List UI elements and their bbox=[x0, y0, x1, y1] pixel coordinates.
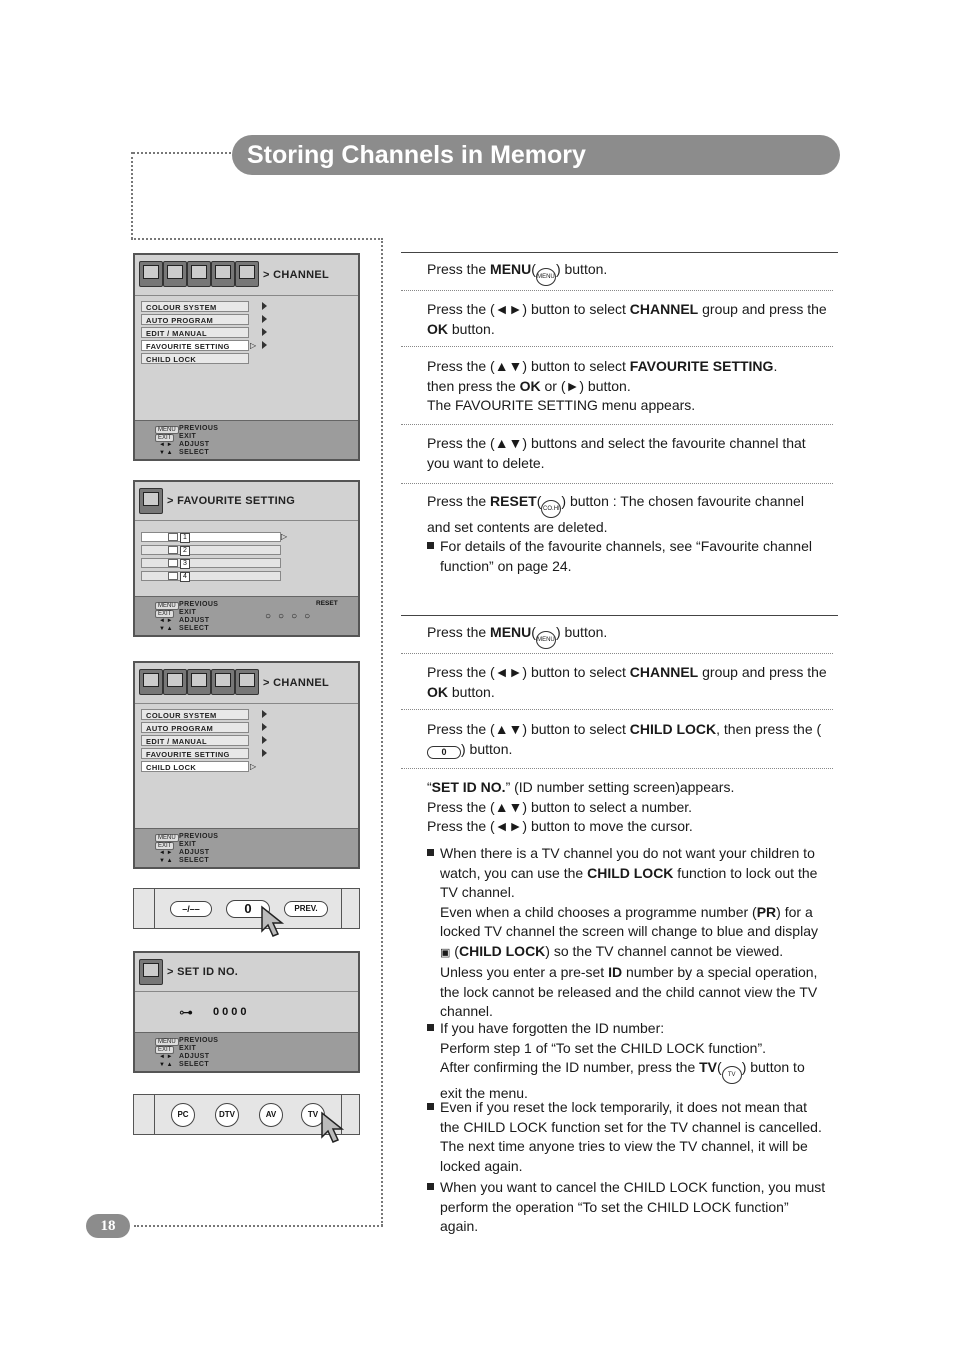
av-button[interactable]: AV bbox=[259, 1103, 283, 1127]
key-icon: ⊶ bbox=[179, 1004, 193, 1020]
dotted-line bbox=[134, 1225, 383, 1227]
left-right-icon: ◄ ► bbox=[159, 1054, 173, 1060]
reset-button-icon: CO.HI bbox=[541, 500, 561, 518]
menu-key-icon: MENU bbox=[155, 834, 179, 842]
bullet-icon bbox=[427, 1024, 434, 1031]
menu-key-icon: MENU bbox=[155, 602, 179, 610]
channel-icon bbox=[235, 669, 259, 695]
pc-button[interactable]: PC bbox=[171, 1103, 195, 1127]
picture-icon bbox=[163, 669, 187, 695]
footer-exit: EXIT bbox=[179, 609, 197, 616]
exit-key-icon: EXIT bbox=[155, 434, 174, 442]
menu-item-auto-program[interactable]: AUTO PROGRAM bbox=[141, 314, 249, 325]
cursor-icon: ▷ bbox=[281, 532, 288, 541]
up-down-icon: ▼ ▲ bbox=[159, 858, 173, 864]
step-1-menu: Press the MENU(MENU) button. bbox=[427, 260, 827, 286]
favourite-slot[interactable] bbox=[141, 545, 281, 555]
screen-footer bbox=[135, 1032, 358, 1071]
page-number: 18 bbox=[86, 1214, 130, 1238]
footer-previous: PREVIOUS bbox=[179, 425, 219, 432]
screen-header bbox=[135, 482, 358, 521]
step-4-select: Press the (▲▼) buttons and select the favourite channel that you want to delete. bbox=[427, 435, 806, 471]
menu-button-icon: MENU bbox=[536, 631, 556, 649]
screen-header bbox=[135, 255, 358, 296]
arrow-right-icon bbox=[262, 749, 267, 757]
dotted-line bbox=[133, 152, 231, 154]
arrow-right-icon bbox=[262, 736, 267, 744]
tv-button-icon: TV bbox=[722, 1066, 742, 1084]
step-divider bbox=[401, 346, 833, 347]
bullet-icon bbox=[427, 1103, 434, 1110]
footer-select: SELECT bbox=[179, 449, 210, 456]
channel-icon bbox=[139, 488, 163, 514]
arrow-right-icon bbox=[262, 302, 267, 310]
bullet-icon bbox=[427, 1183, 434, 1190]
step-2-channel: Press the (◄►) button to select CHANNEL group and press the OK button. bbox=[427, 301, 827, 337]
favourite-slot[interactable] bbox=[141, 558, 281, 568]
slot-number: 3 bbox=[180, 559, 190, 569]
note-reset-lock: Even if you reset the lock temporarily, it does not mean that the CHILD LOCK function set for the TV channel is cancelled. The next time anyone tries to view the TV channel, it will be locked again. bbox=[427, 1098, 827, 1176]
menu-key-icon: MENU bbox=[155, 426, 179, 434]
arrow-right-icon bbox=[262, 710, 267, 718]
reset-label: RESET bbox=[316, 600, 338, 607]
hand-pointer-icon bbox=[258, 905, 292, 939]
exit-key-icon: EXIT bbox=[155, 610, 174, 618]
zero-button[interactable]: 0 bbox=[226, 900, 270, 918]
menu-button-icon: MENU bbox=[536, 268, 556, 286]
channel-menu-screen bbox=[133, 253, 360, 461]
step-3-favourite: Press the (▲▼) button to select FAVOURITE SETTING. then press the OK or (►) button. The FAVOURITE SETTING menu appears. bbox=[427, 358, 778, 413]
dotted-line bbox=[131, 152, 133, 239]
screen-footer bbox=[135, 420, 358, 459]
cursor-icon: ▷ bbox=[250, 341, 257, 350]
section-rule bbox=[401, 615, 838, 616]
step-divider bbox=[401, 653, 833, 654]
channel-menu-screen-2 bbox=[133, 661, 360, 869]
screen-header bbox=[135, 663, 358, 704]
footer-adjust: ADJUST bbox=[179, 849, 210, 856]
footer-adjust: ADJUST bbox=[179, 1053, 210, 1060]
remote-strip-source bbox=[133, 1094, 360, 1135]
exit-key-icon: EXIT bbox=[155, 842, 174, 850]
note-cancel-lock: When you want to cancel the CHILD LOCK function, you must perform the operation “To set the CHILD LOCK function” again. bbox=[427, 1178, 827, 1218]
arrow-right-icon bbox=[262, 328, 267, 336]
favourite-setting-screen bbox=[133, 480, 360, 637]
left-right-icon: ◄ ► bbox=[159, 618, 173, 624]
color-buttons-icon: ○○○○ bbox=[265, 611, 318, 622]
footer-exit: EXIT bbox=[179, 433, 197, 440]
page-title: Storing Channels in Memory bbox=[247, 141, 586, 169]
up-down-icon: ▼ ▲ bbox=[159, 1062, 173, 1068]
tv-button[interactable]: TV bbox=[301, 1103, 325, 1127]
id-code[interactable]: 0000 bbox=[213, 1006, 250, 1018]
footer-select: SELECT bbox=[179, 1061, 210, 1068]
menu-item-child-lock[interactable]: CHILD LOCK bbox=[141, 761, 249, 772]
remote-strip-number bbox=[133, 888, 360, 929]
screen-header bbox=[135, 953, 358, 992]
dash-button[interactable]: –/–– bbox=[170, 901, 212, 917]
exit-key-icon: EXIT bbox=[155, 1046, 174, 1054]
step-divider bbox=[401, 290, 833, 291]
screen-icon bbox=[211, 261, 235, 287]
footer-exit: EXIT bbox=[179, 1045, 197, 1052]
note-favourite: For details of the favourite channels, see “Favourite channel function” on page 24. bbox=[427, 537, 827, 577]
footer-adjust: ADJUST bbox=[179, 441, 210, 448]
slot-number: 1 bbox=[180, 533, 190, 543]
tv-icon bbox=[139, 669, 163, 695]
menu-item-favourite-setting[interactable]: FAVOURITE SETTING bbox=[141, 340, 249, 351]
prev-button[interactable]: PREV. bbox=[284, 901, 328, 917]
menu-item-colour-system[interactable]: COLOUR SYSTEM bbox=[141, 709, 249, 720]
arrow-right-icon bbox=[262, 723, 267, 731]
step-divider bbox=[401, 483, 833, 484]
dotted-line bbox=[381, 238, 383, 1226]
channel-icon bbox=[235, 261, 259, 287]
screen-title: > SET ID NO. bbox=[167, 966, 239, 978]
up-down-icon: ▼ ▲ bbox=[159, 450, 173, 456]
up-down-icon: ▼ ▲ bbox=[159, 626, 173, 632]
footer-previous: PREVIOUS bbox=[179, 1037, 219, 1044]
bullet-icon bbox=[427, 849, 434, 856]
step-2-channel-2: Press the (◄►) button to select CHANNEL group and press the OK button. bbox=[427, 664, 827, 700]
footer-select: SELECT bbox=[179, 625, 210, 632]
menu-item-child-lock[interactable]: CHILD LOCK bbox=[141, 353, 249, 364]
footer-adjust: ADJUST bbox=[179, 617, 210, 624]
step-4-set-id: “SET ID NO.” (ID number setting screen)appears. Press the (▲▼) button to select a number. Press the (◄►) button to move the cursor. bbox=[427, 779, 735, 834]
menu-key-icon: MENU bbox=[155, 1038, 179, 1046]
tv-icon bbox=[139, 261, 163, 287]
section-rule bbox=[401, 252, 838, 253]
picture-icon bbox=[163, 261, 187, 287]
step-divider bbox=[401, 709, 833, 710]
left-right-icon: ◄ ► bbox=[159, 442, 173, 448]
screen-footer bbox=[135, 828, 358, 867]
favourite-slot[interactable] bbox=[141, 571, 281, 581]
footer-previous: PREVIOUS bbox=[179, 833, 219, 840]
slot-number: 4 bbox=[180, 572, 190, 582]
arrow-right-icon bbox=[262, 341, 267, 349]
channel-icon bbox=[139, 959, 163, 985]
note-child-lock: When there is a TV channel you do not want your children to watch, you can use the CHILD LOCK function to lock out the TV channel. Even when a child chooses a programme number (PR) for a locked TV channel the screen will change to blue and display ▣ (CHILD LOCK) so the TV channel cannot be viewed. Unless you enter a pre-set ID number by a special operation, the lock cannot be released and the child cannot view the TV channel. bbox=[427, 844, 827, 1020]
hand-pointer-icon bbox=[318, 1111, 352, 1145]
menu-item-auto-program[interactable]: AUTO PROGRAM bbox=[141, 722, 249, 733]
slot-number: 2 bbox=[180, 546, 190, 556]
lock-icon: ▣ bbox=[440, 946, 451, 959]
set-id-screen bbox=[133, 951, 360, 1073]
cursor-icon: ▷ bbox=[250, 762, 257, 771]
zero-button-icon: 0 bbox=[427, 746, 461, 759]
menu-item-edit-manual[interactable]: EDIT / MANUAL bbox=[141, 327, 249, 338]
screen-title: > CHANNEL bbox=[263, 269, 329, 281]
menu-item-colour-system[interactable]: COLOUR SYSTEM bbox=[141, 301, 249, 312]
menu-item-favourite-setting[interactable]: FAVOURITE SETTING bbox=[141, 748, 249, 759]
step-5-reset: Press the RESET( CO.HI ) button : The chosen favourite channel and set contents are deleted. bbox=[427, 493, 804, 535]
bullet-icon bbox=[427, 542, 434, 549]
arrow-right-icon bbox=[262, 315, 267, 323]
step-3-child-lock: Press the (▲▼) button to select CHILD LOCK, then press the (0 ) button. bbox=[427, 721, 822, 757]
step-1-menu-2: Press the MENU(MENU) button. bbox=[427, 623, 827, 649]
menu-item-edit-manual[interactable]: EDIT / MANUAL bbox=[141, 735, 249, 746]
clock-icon bbox=[187, 261, 211, 287]
footer-exit: EXIT bbox=[179, 841, 197, 848]
note-forgotten-id: If you have forgotten the ID number: Perform step 1 of “To set the CHILD LOCK function”. After confirming the ID number, press the TV( TV ) button to exit the menu. bbox=[427, 1019, 827, 1097]
clock-icon bbox=[187, 669, 211, 695]
footer-select: SELECT bbox=[179, 857, 210, 864]
screen-footer bbox=[135, 596, 358, 635]
dtv-button[interactable]: DTV bbox=[215, 1103, 239, 1127]
left-right-icon: ◄ ► bbox=[159, 850, 173, 856]
step-divider bbox=[401, 424, 833, 425]
footer-previous: PREVIOUS bbox=[179, 601, 219, 608]
dotted-line bbox=[131, 238, 383, 240]
screen-icon bbox=[211, 669, 235, 695]
screen-title: > FAVOURITE SETTING bbox=[167, 495, 296, 507]
step-divider bbox=[401, 768, 833, 769]
favourite-slot[interactable] bbox=[141, 532, 281, 542]
screen-title: > CHANNEL bbox=[263, 677, 329, 689]
